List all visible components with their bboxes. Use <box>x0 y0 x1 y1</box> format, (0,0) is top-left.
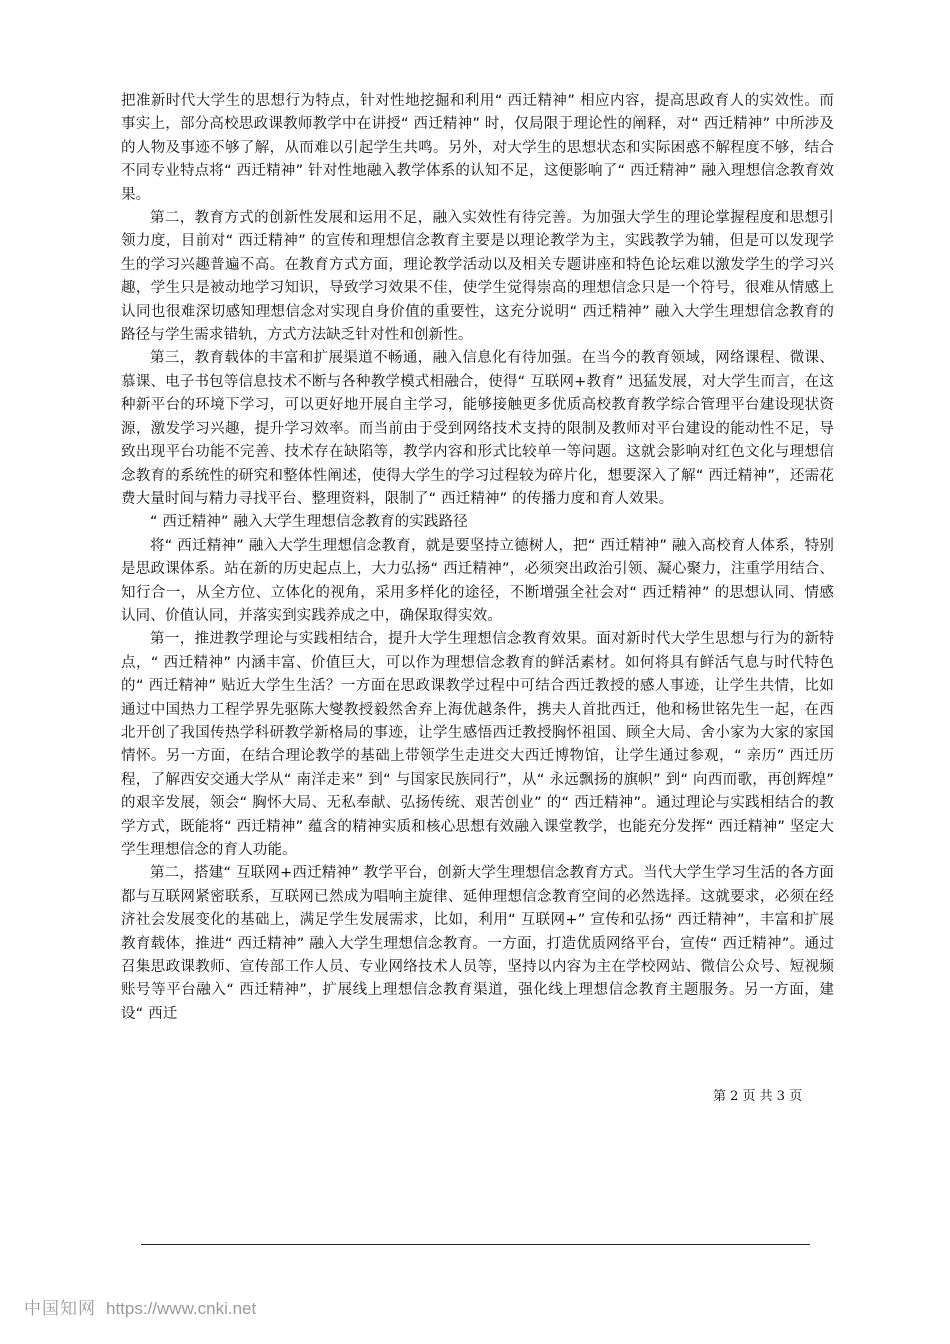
paragraph-4: 将“ 西迁精神” 融入大学生理想信念教育，就是要坚持立德树人，把“ 西迁精神” 融入高校育人体系，特别是思政课体系。站在新的历史起点上，大力弘扬“ 西迁精神”，必须突出政治引领、凝心聚力，注重学用结合、知行合一，从全方位、立体化的视角，采用多样化的途径，不断增强全社会对“ 西迁精神” 的思想认同、情感认同、价值认同，并落实到实践养成之中，确保取得实效。 <box>121 537 834 624</box>
paragraph-1: 把准新时代大学生的思想行为特点，针对性地挖掘和利用“ 西迁精神” 相应内容，提高思政育人的实效性。而事实上，部分高校思政课教师教学中在讲授“ 西迁精神” 时，仅局限于理论性的阐释，对“ 西迁精神” 中所涉及的人物及事迹不够了解，从而难以引起学生共鸣。另外，对大学生的思想状态和实际困惑不解程度不够，结合不同专业特点将“ 西迁精神” 针对性地融入教学体系的认知不足，这便影响了“ 西迁精神” 融入理想信念教育效果。 <box>121 93 834 203</box>
paragraph-5: 第一，推进教学理论与实践相结合，提升大学生理想信念教育效果。面对新时代大学生思想与行为的新特点，“ 西迁精神” 内涵丰富、价值巨大，可以作为理想信念教育的鲜活素材。如何将具有鲜活气息与时代特色的“ 西迁精神” 贴近大学生生活？一方面在思政课教学过程中可结合西迁教授的感人事迹，让学生共情，比如通过中国热力工程学界先驱陈大燮教授毅然舍弃上海优越条件，携夫人首批西迁，他和杨世铭先生一起，在西北开创了我国传热学科研教学新格局的事迹，让学生感悟西迁教授胸怀祖国、顾全大局、舍小家为大家的家国情怀。另一方面，在结合理论教学的基础上带领学生走进交大西迁博物馆，让学生通过参观，“ 亲历” 西迁历程，了解西安交通大学从“ 南洋走来” 到“ 与国家民族同行”，从“ 永远飘扬的旗帜” 到“ 向西而歌，再创辉煌” 的艰辛发展，领会“ 胸怀大局、无私奉献、弘扬传统、艰苦创业” 的“ 西迁精神”。通过理论与实践相结合的教学方式，既能将“ 西迁精神” 蕴含的精神实质和核心思想有效融入课堂教学，也能充分发挥“ 西迁精神” 坚定大学生理想信念的育人功能。 <box>121 631 834 858</box>
watermark-brand: 中国知网 <box>24 1299 96 1319</box>
document-body <box>121 90 834 1026</box>
paragraph-6: 第二，搭建“ 互联网+西迁精神” 教学平台，创新大学生理想信念教育方式。当代大学生学习生活的各方面都与互联网紧密联系，互联网已然成为唱响主旋律、延伸理想信念教育空间的必然选择。这就要求，必须在经济社会发展变化的基础上，满足学生发展需求，比如，利用“ 互联网+” 宣传和弘扬“ 西迁精神”，丰富和扩展教育载体，推进“ 西迁精神” 融入大学生理想信念教育。一方面，打造优质网络平台，宣传“ 西迁精神”。通过召集思政课教师、宣传部工作人员、专业网络技术人员等，坚持以内容为主在学校网站、微信公众号、短视频账号等平台融入“ 西迁精神”，扩展线上理想信念教育渠道，强化线上理想信念教育主题服务。另一方面，建设“ 西迁 <box>121 865 834 1022</box>
watermark <box>24 1294 256 1319</box>
page-number: 第 2 页 共 3 页 <box>713 1089 803 1104</box>
paragraph-3: 第三，教育载体的丰富和扩展渠道不畅通，融入信息化有待加强。在当今的教育领域，网络课程、微课、慕课、电子书包等信息技术不断与各种教学模式相融合，使得“ 互联网+教育” 迅猛发展，对大学生而言，在这种新平台的环境下学习，可以更好地开展自主学习，能够接触更多优质高校教育教学综合管理平台建设现状资源，激发学习兴趣，提升学习效率。而当前由于受到网络技术支持的限制及教师对平台建设的能动性不足，导致出现平台功能不完善、技术存在缺陷等，教学内容和形式比较单一等问题。这就会影响对红色文化与理想信念教育的系统性的研究和整体性阐述，使得大学生的学习过程较为碎片化，想要深入了解“ 西迁精神”，还需花费大量时间与精力寻找平台、整理资料，限制了“ 西迁精神” 的传播力度和育人效果。 <box>121 350 834 507</box>
section-heading: “ 西迁精神” 融入大学生理想信念教育的实践路径 <box>150 514 468 531</box>
watermark-url: https://www.cnki.net <box>106 1299 257 1318</box>
footer-divider <box>141 1244 810 1245</box>
paragraph-2: 第二，教育方式的创新性发展和运用不足，融入实效性有待完善。为加强大学生的理论掌握程度和思想引领力度，目前对“ 西迁精神” 的宣传和理想信念教育主要是以理论教学为主，实践教学为辅，但是可以发现学生的学习兴趣普遍不高。在教育方式方面，理论教学活动以及相关专题讲座和特色论坛难以激发学生的学习兴趣，学生只是被动地学习知识，导致学习效果不佳，使学生觉得崇高的理想信念只是一个符号，很难从情感上认同也很难深切感知理想信念对实现自身价值的重要性，这充分说明“ 西迁精神” 融入大学生理想信念教育的路径与学生需求错轨，方式方法缺乏针对性和创新性。 <box>121 210 834 344</box>
